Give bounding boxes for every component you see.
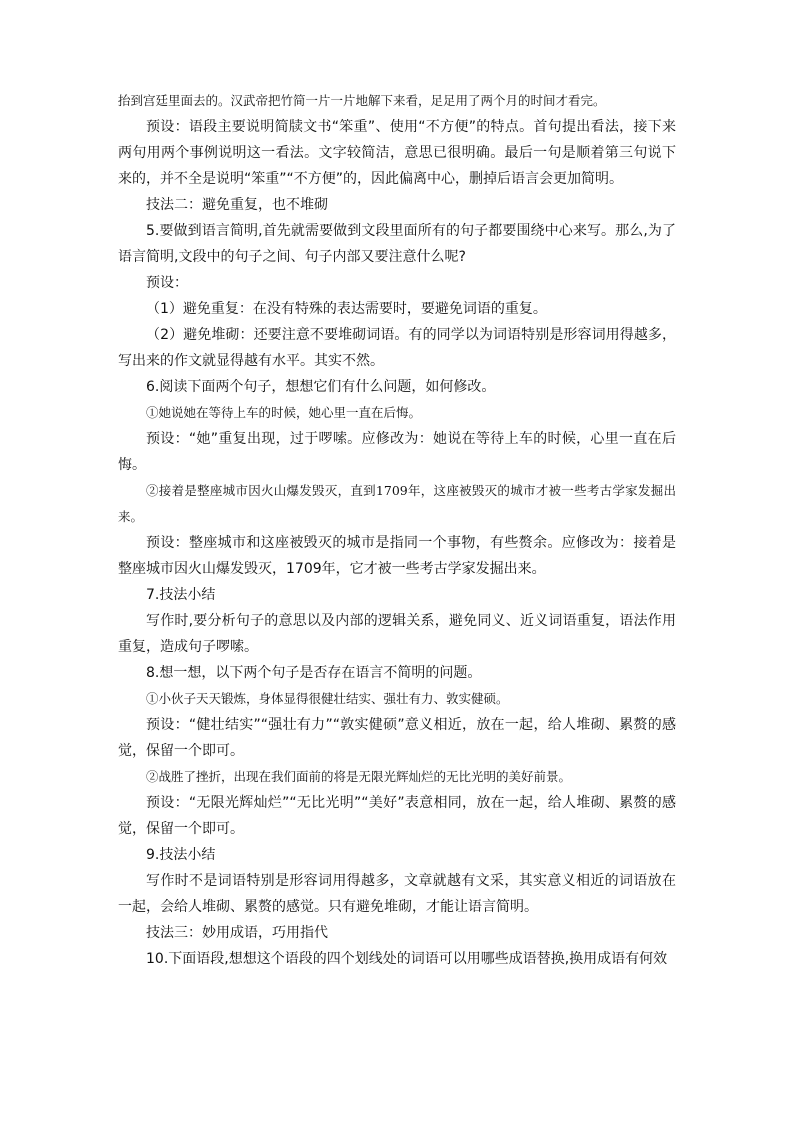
- question-10: 10.下面语段,想想这个语段的四个划线处的词语可以用哪些成语替换,换用成语有何效: [146, 951, 668, 967]
- answer-paragraph: 预设：语段主要说明简牍文书“笨重”、使用“不方便”的特点。首句提出看法，接下来两句用两个事例说明这一看法。文字较简洁，意思已很明确。最后一句是顺着第三句说下来的，并不全是说明“笨重”“不方便”的，因此偏离中心，删掉后语言会更加简明。: [118, 119, 676, 187]
- answer-paragraph: 预设：“健壮结实”“强壮有力”“敦实健硕”意义相近，放在一起，给人堆砌、累赘的感觉，保留一个即可。: [118, 717, 676, 759]
- document-page: [118, 88, 676, 972]
- section-heading-technique-2: 技法二：避免重复，也不堆砌: [146, 197, 328, 213]
- question-6: 6.阅读下面两个句子，想想它们有什么问题，如何修改。: [146, 379, 496, 395]
- example-sentence-continuation: 抬到宫廷里面去的。汉武帝把竹简一片一片地解下来看，足足用了两个月的时间才看完。: [118, 93, 606, 108]
- example-sentence-4: ②战胜了挫折，出现在我们面前的将是无限光辉灿烂的无比光明的美好前景。: [146, 769, 572, 784]
- question-5: 5.要做到语言简明,首先就需要做到文段里面所有的句子都要围绕中心来写。那么,为了语言简明,文段中的句子之间、句子内部又要注意什么呢?: [118, 223, 676, 265]
- summary-heading-7: 7.技法小结: [146, 587, 216, 603]
- answer-paragraph: 预设：整座城市和这座被毁灭的城市是指同一个事物，有些赘余。应修改为：接着是整座城市因火山爆发毁灭，1709年，它才被一些考古学家发掘出来。: [118, 535, 676, 577]
- section-heading-technique-3: 技法三：妙用成语，巧用指代: [146, 925, 328, 941]
- answer-point-1: （1）避免重复：在没有特殊的表达需要时，要避免词语的重复。: [146, 301, 547, 317]
- summary-heading-9: 9.技法小结: [146, 847, 216, 863]
- example-sentence-2: ②接着是整座城市因火山爆发毁灭，直到1709年，这座被毁灭的城市才被一些考古学家发掘出来。: [118, 483, 676, 524]
- example-sentence-3: ①小伙子天天锻炼，身体显得很健壮结实、强壮有力、敦实健硕。: [146, 691, 509, 706]
- answer-paragraph: 预设：“她”重复出现，过于啰嗦。应修改为：她说在等待上车的时候，心里一直在后悔。: [118, 431, 676, 473]
- answer-paragraph: 预设：“无限光辉灿烂”“无比光明”“美好”表意相同，放在一起，给人堆砌、累赘的感觉，保留一个即可。: [118, 795, 676, 837]
- summary-paragraph: 写作时不是词语特别是形容词用得越多，文章就越有文采，其实意义相近的词语放在一起，会给人堆砌、累赘的感觉。只有避免堆砌，才能让语言简明。: [118, 873, 676, 915]
- example-sentence-1: ①她说她在等待上车的时候，她心里一直在后悔。: [146, 405, 422, 420]
- answer-label: 预设：: [146, 275, 188, 291]
- question-8: 8.想一想，以下两个句子是否存在语言不简明的问题。: [146, 665, 482, 681]
- summary-paragraph: 写作时,要分析句子的意思以及内部的逻辑关系，避免同义、近义词语重复，语法作用重复，造成句子啰嗦。: [118, 613, 676, 655]
- answer-point-2: （2）避免堆砌：还要注意不要堆砌词语。有的同学以为词语特别是形容词用得越多，写出来的作文就显得越有水平。其实不然。: [118, 327, 676, 369]
